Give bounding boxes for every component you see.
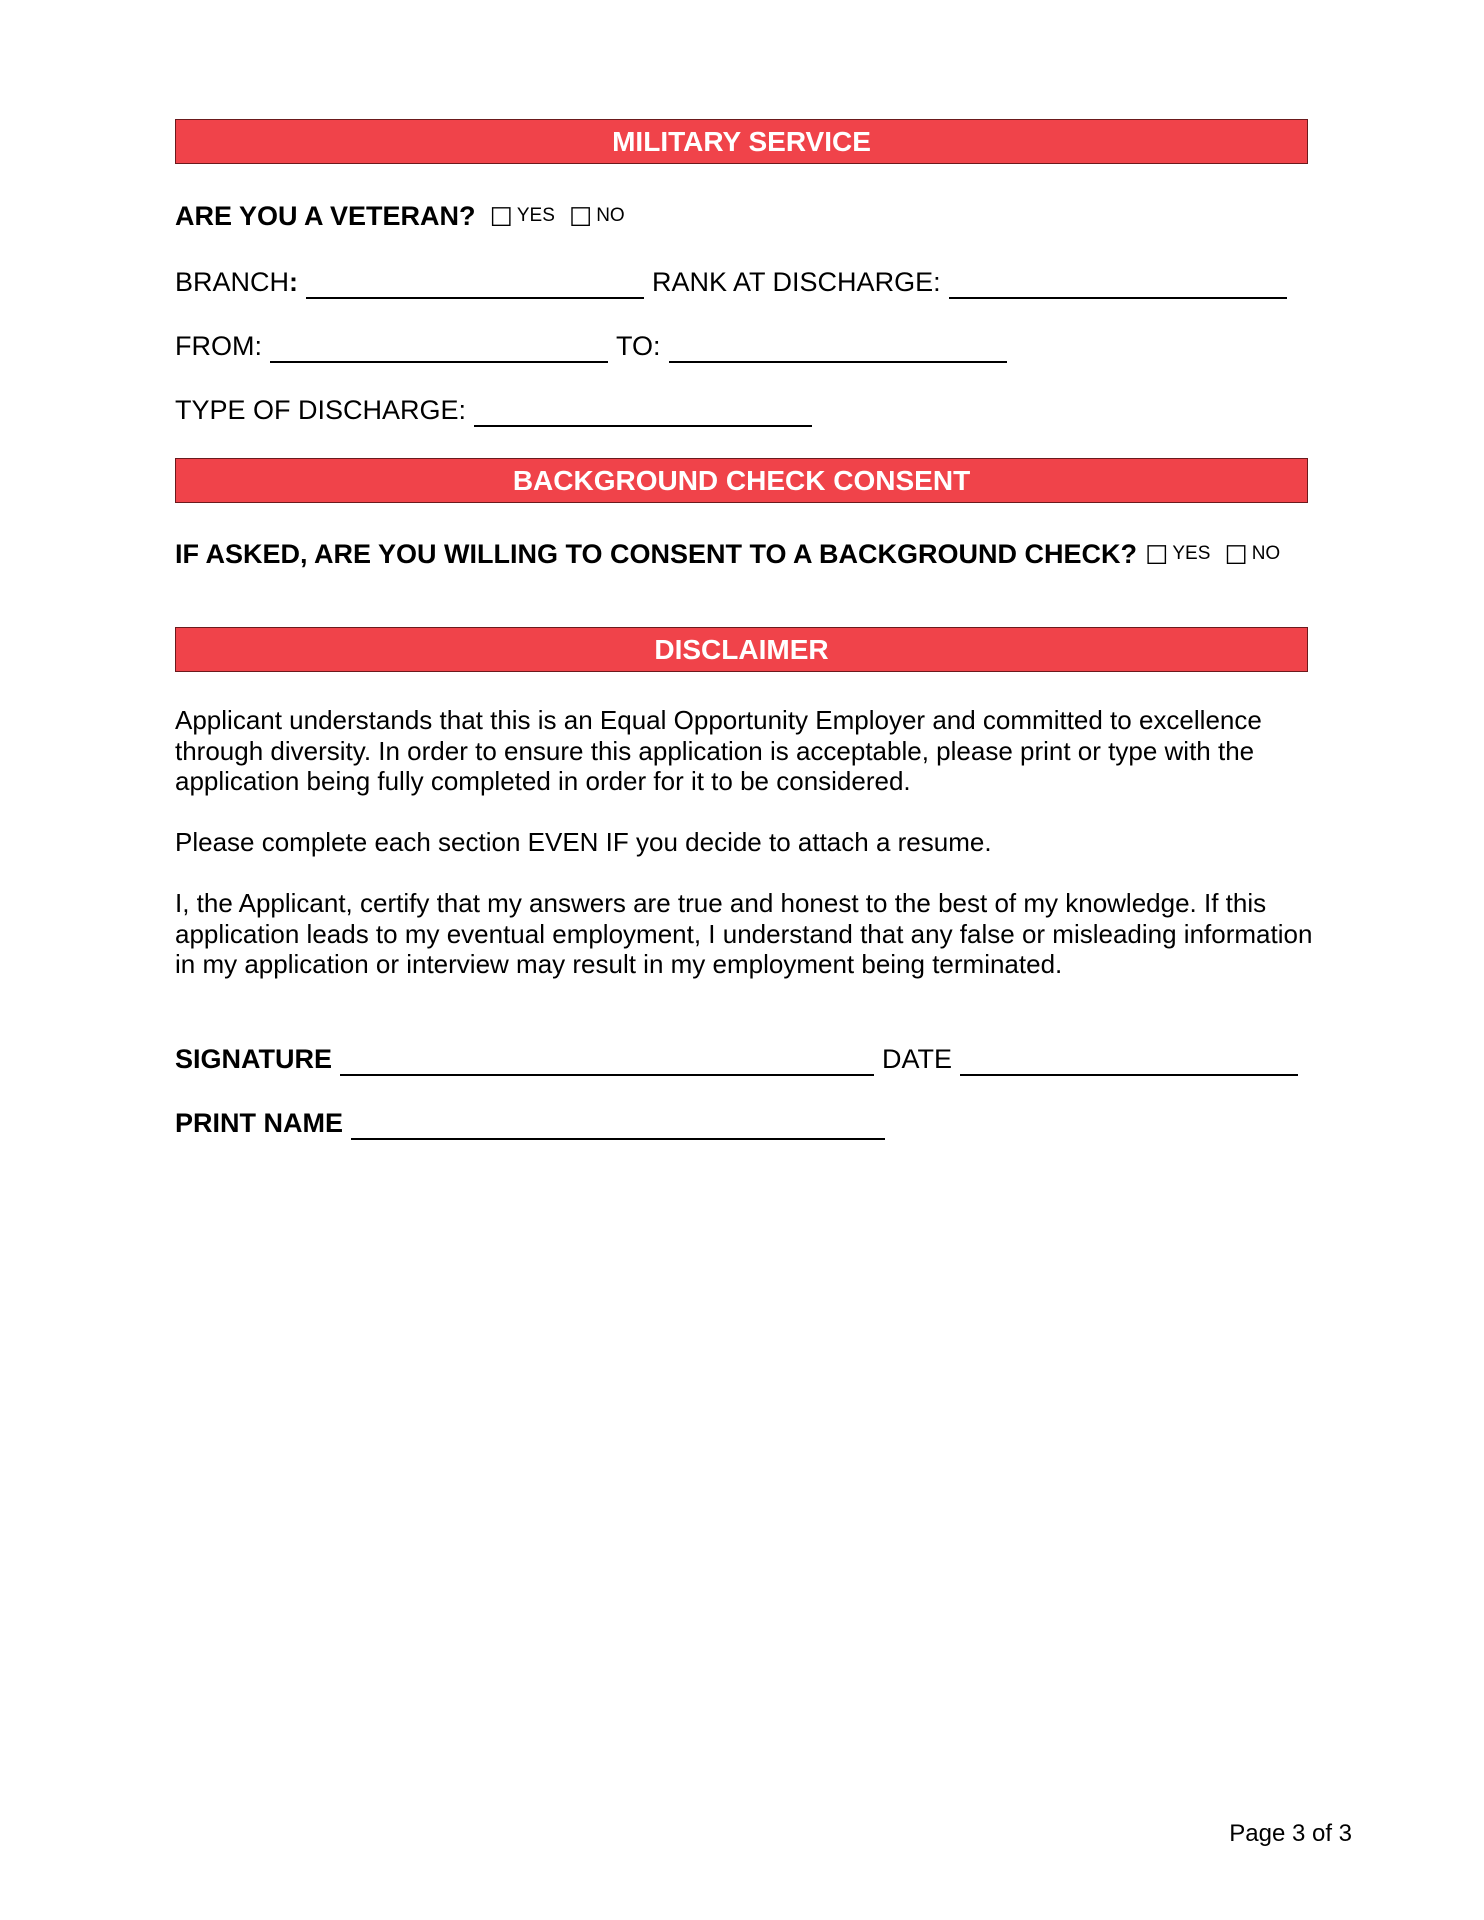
background-yes-checkbox[interactable]: ☐ [1145,541,1169,571]
discharge-field[interactable] [474,399,812,427]
military-service-header: MILITARY SERVICE [175,119,1308,164]
background-yes-label: YES [1172,543,1211,564]
background-question-label: IF ASKED, ARE YOU WILLING TO CONSENT TO A BACKGROUND CHECK? [175,539,1138,569]
background-question-row [175,537,1280,571]
disclaimer-paragraph-3: I, the Applicant, certify that my answers are true and honest to the best of my knowledge. If this application leads to my eventual employment, I understand that any false or misleading information in my application or interview may result in my employment being terminated. [175,888,1313,979]
background-no-checkbox[interactable]: ☐ [1224,541,1248,571]
branch-field[interactable] [306,271,644,299]
from-to-row [175,329,1015,363]
disclaimer-paragraph-1: Applicant understands that this is an Equal Opportunity Employer and committed to excellence through diversity. In order to ensure this application is acceptable, please print or type with the application being fully completed in order for it to be considered. [175,705,1262,796]
print-name-row [175,1106,893,1140]
disclaimer-header: DISCLAIMER [175,627,1308,672]
date-field[interactable] [960,1048,1298,1076]
veteran-yes-label: YES [516,205,555,226]
signature-row [175,1042,1306,1076]
rank-field[interactable] [949,271,1287,299]
discharge-label: TYPE OF DISCHARGE: [175,395,467,425]
from-label: FROM: [175,331,262,361]
to-label: TO: [616,331,661,361]
branch-label: BRANCH [175,267,290,297]
from-field[interactable] [270,335,608,363]
print-name-field[interactable] [351,1112,885,1140]
veteran-no-checkbox[interactable]: ☐ [568,203,593,233]
disclaimer-paragraph-2: Please complete each section EVEN IF you decide to attach a resume. [175,827,992,857]
page-number: Page 3 of 3 [1229,1820,1352,1847]
background-check-header: BACKGROUND CHECK CONSENT [175,458,1308,503]
date-label: DATE [882,1044,953,1074]
veteran-question-row [175,199,625,233]
veteran-yes-checkbox[interactable]: ☐ [489,203,513,233]
to-field[interactable] [669,335,1007,363]
signature-field[interactable] [340,1048,874,1076]
branch-rank-row [175,265,1295,299]
print-name-label: PRINT NAME [175,1108,343,1138]
rank-label: RANK AT DISCHARGE: [652,267,941,297]
branch-colon: : [289,267,299,297]
veteran-question-label: ARE YOU A VETERAN? [175,201,476,231]
background-no-label: NO [1251,543,1281,564]
signature-label: SIGNATURE [175,1044,333,1074]
discharge-row [175,393,820,427]
veteran-no-label: NO [596,205,625,226]
